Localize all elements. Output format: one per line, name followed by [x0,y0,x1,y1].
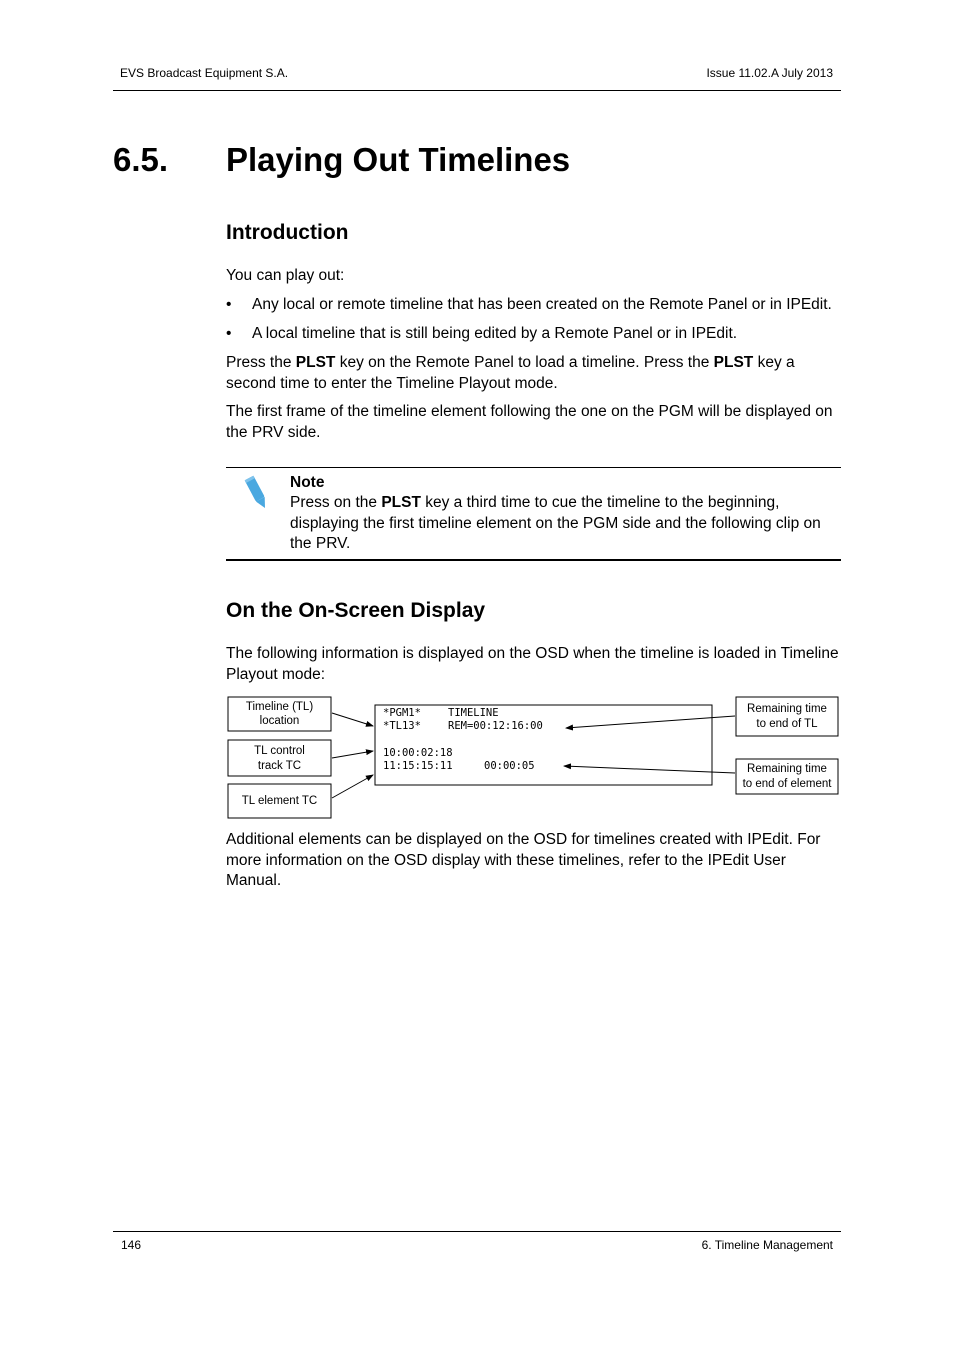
arrow-tl-element [332,775,373,798]
text-run: key a third time to cue the timeline to the beginning, displaying the first timeline element on the PGM side and the following clip on the PRV. [290,494,821,552]
osd-outro: Additional elements can be displayed on the OSD for timelines created with IPEdit. For more information on the OSD display with these timelines, refer to the IPEdit User Manual. [226,831,821,889]
osd-heading: On the On-Screen Display [226,599,486,622]
bullet-item: A local timeline that is still being edited by a Remote Panel or in IPEdit. [252,325,738,342]
note-bottom-rule [226,559,841,561]
label-tl-control-line2: track TC [257,760,302,772]
key-name: PLST [295,354,336,371]
footer-chapter: 6. Timeline Management [701,1238,833,1252]
bullet-marker: • [226,296,232,313]
bullet-marker: • [226,325,232,342]
text-run: key a second time to enter the Timeline Playout mode. [226,354,795,392]
pencil-icon [241,473,273,518]
paragraph-first-frame: The first frame of the timeline element following the one on the PGM will be displayed on the PRV side. [226,403,833,441]
label-remaining-element-line2: to end of element [742,778,832,790]
arrow-tl-control [332,751,373,758]
text-run: Press the [226,354,296,371]
osd-line1-mode: TIMELINE [448,707,499,719]
header-company: EVS Broadcast Equipment S.A. [120,66,289,80]
key-name: PLST [381,494,421,511]
osd-intro: The following information is displayed on the OSD when the timeline is loaded in Timeline Playout mode: [226,645,839,683]
note-title: Note [290,474,325,491]
label-remaining-element-line1: Remaining time [747,763,827,775]
osd-line4-element-tc: 11:15:15:11 [383,760,453,772]
introduction-lead: You can play out: [226,267,345,284]
note-top-rule [226,467,841,468]
header-issue: Issue 11.02.A July 2013 [706,66,833,80]
header-divider [113,90,841,91]
introduction-heading: Introduction [226,221,349,244]
osd-screen [375,705,712,785]
footer-divider [113,1231,841,1232]
label-tl-location-line2: location [259,715,300,727]
label-tl-location-line1: Timeline (TL) [245,701,314,713]
text-run: Press on the [290,494,382,511]
section-title: Playing Out Timelines [226,141,571,178]
bullet-item: Any local or remote timeline that has been created on the Remote Panel or in IPEdit. [252,296,832,313]
arrow-tl-location [332,713,373,726]
osd-diagram [226,694,842,827]
osd-diagram-svg [226,694,842,822]
section-number: 6.5. [113,141,169,178]
osd-line3-control-tc: 10:00:02:18 [383,747,453,759]
label-tl-element: TL element TC [241,795,318,807]
key-name: PLST [713,354,754,371]
osd-line1-channel: *PGM1* [383,707,421,719]
osd-line2-timeline: *TL13* [383,720,421,732]
label-remaining-tl-line1: Remaining time [747,703,827,715]
osd-line2-remaining: REM=00:12:16:00 [448,720,543,732]
note-body [290,493,830,555]
label-tl-control-line1: TL control [254,745,305,757]
page-number: 146 [121,1238,142,1252]
paragraph-plst-load [226,353,841,394]
label-remaining-tl-line2: to end of TL [756,718,818,730]
text-run: key on the Remote Panel to load a timeline. Press the [335,354,714,371]
osd-line4-remaining: 00:00:05 [484,760,535,772]
